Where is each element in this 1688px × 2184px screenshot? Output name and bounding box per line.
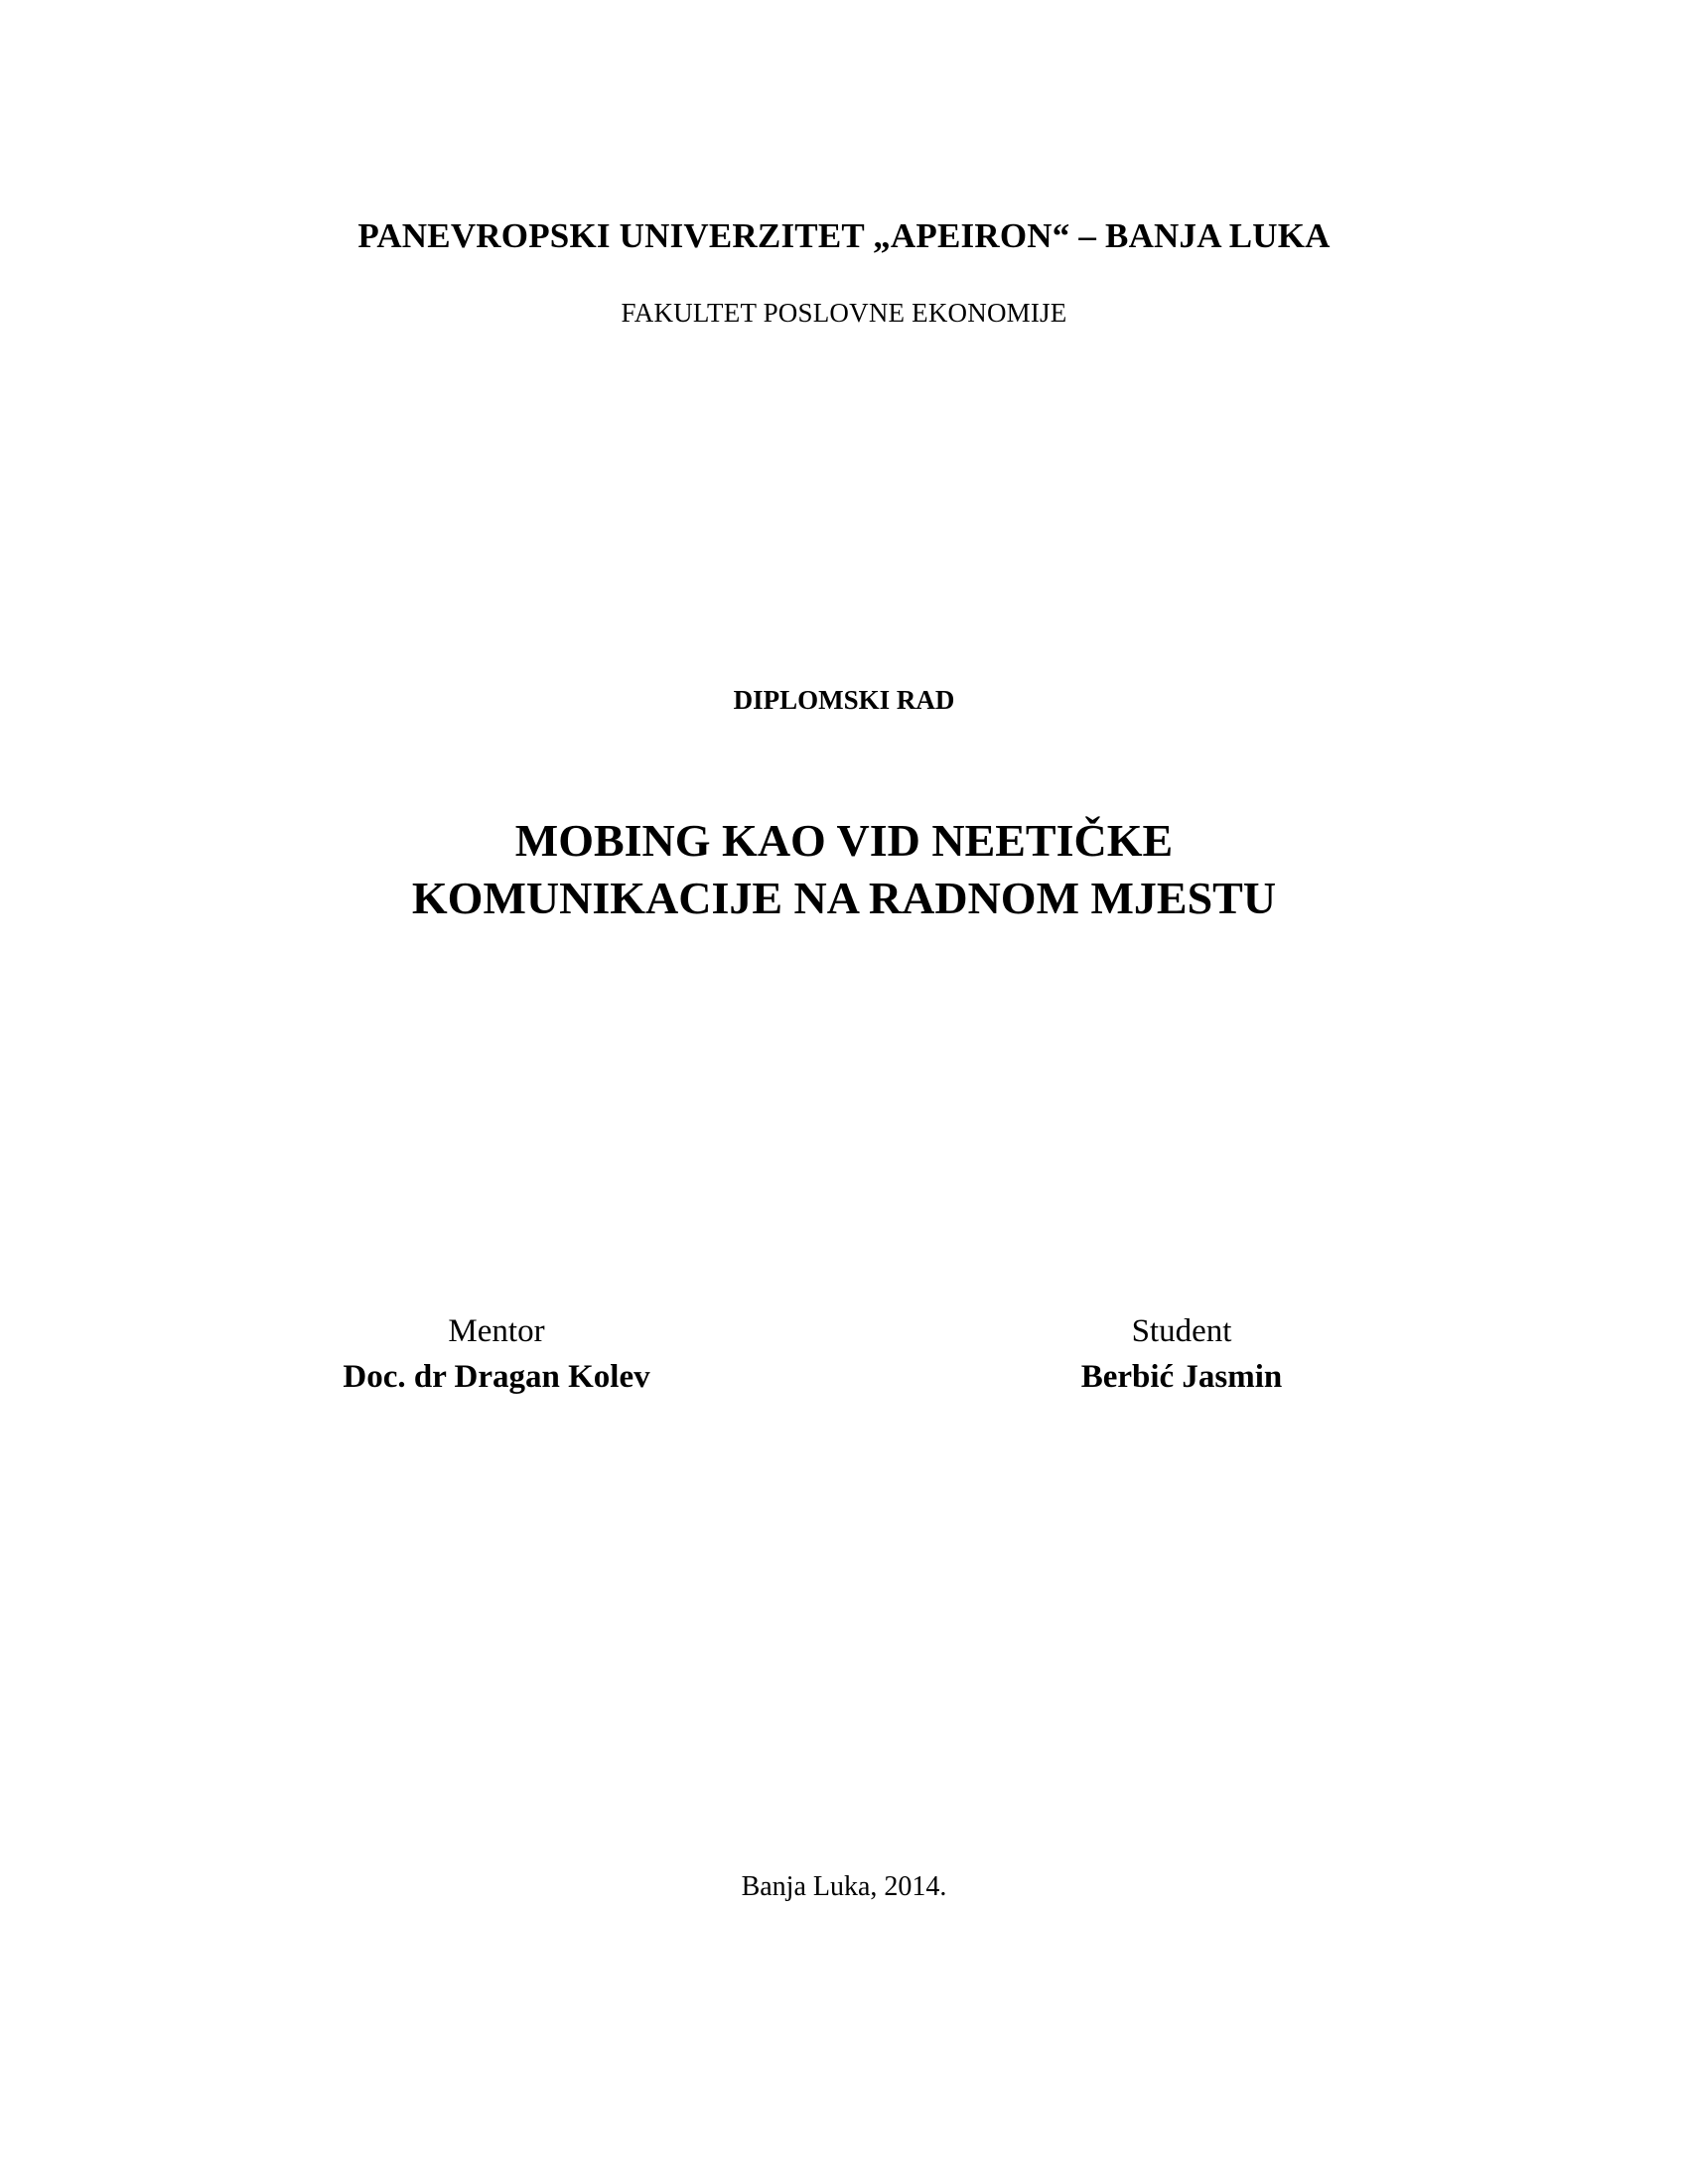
mentor-label: Mentor: [448, 1313, 545, 1349]
place-and-date: Banja Luka, 2014.: [741, 1871, 947, 1902]
thesis-type: DIPLOMSKI RAD: [733, 685, 955, 715]
student-label: Student: [1131, 1313, 1232, 1349]
faculty-name: FAKULTET POSLOVNE EKONOMIJE: [621, 298, 1067, 328]
thesis-title-line-2: KOMUNIKACIJE NA RADNOM MJESTU: [411, 873, 1277, 923]
student-name: Berbić Jasmin: [1080, 1359, 1283, 1395]
student-block: [993, 1308, 1370, 1400]
mentor-name: Doc. dr Dragan Kolev: [343, 1359, 650, 1395]
mentor-block: [298, 1308, 695, 1400]
university-heading: PANEVROPSKI UNIVERZITET „APEIRON“ – BANJA LUKA: [357, 216, 1331, 255]
thesis-title: [0, 812, 1688, 927]
thesis-title-line-1: MOBING KAO VID NEETIČKE: [514, 815, 1174, 866]
